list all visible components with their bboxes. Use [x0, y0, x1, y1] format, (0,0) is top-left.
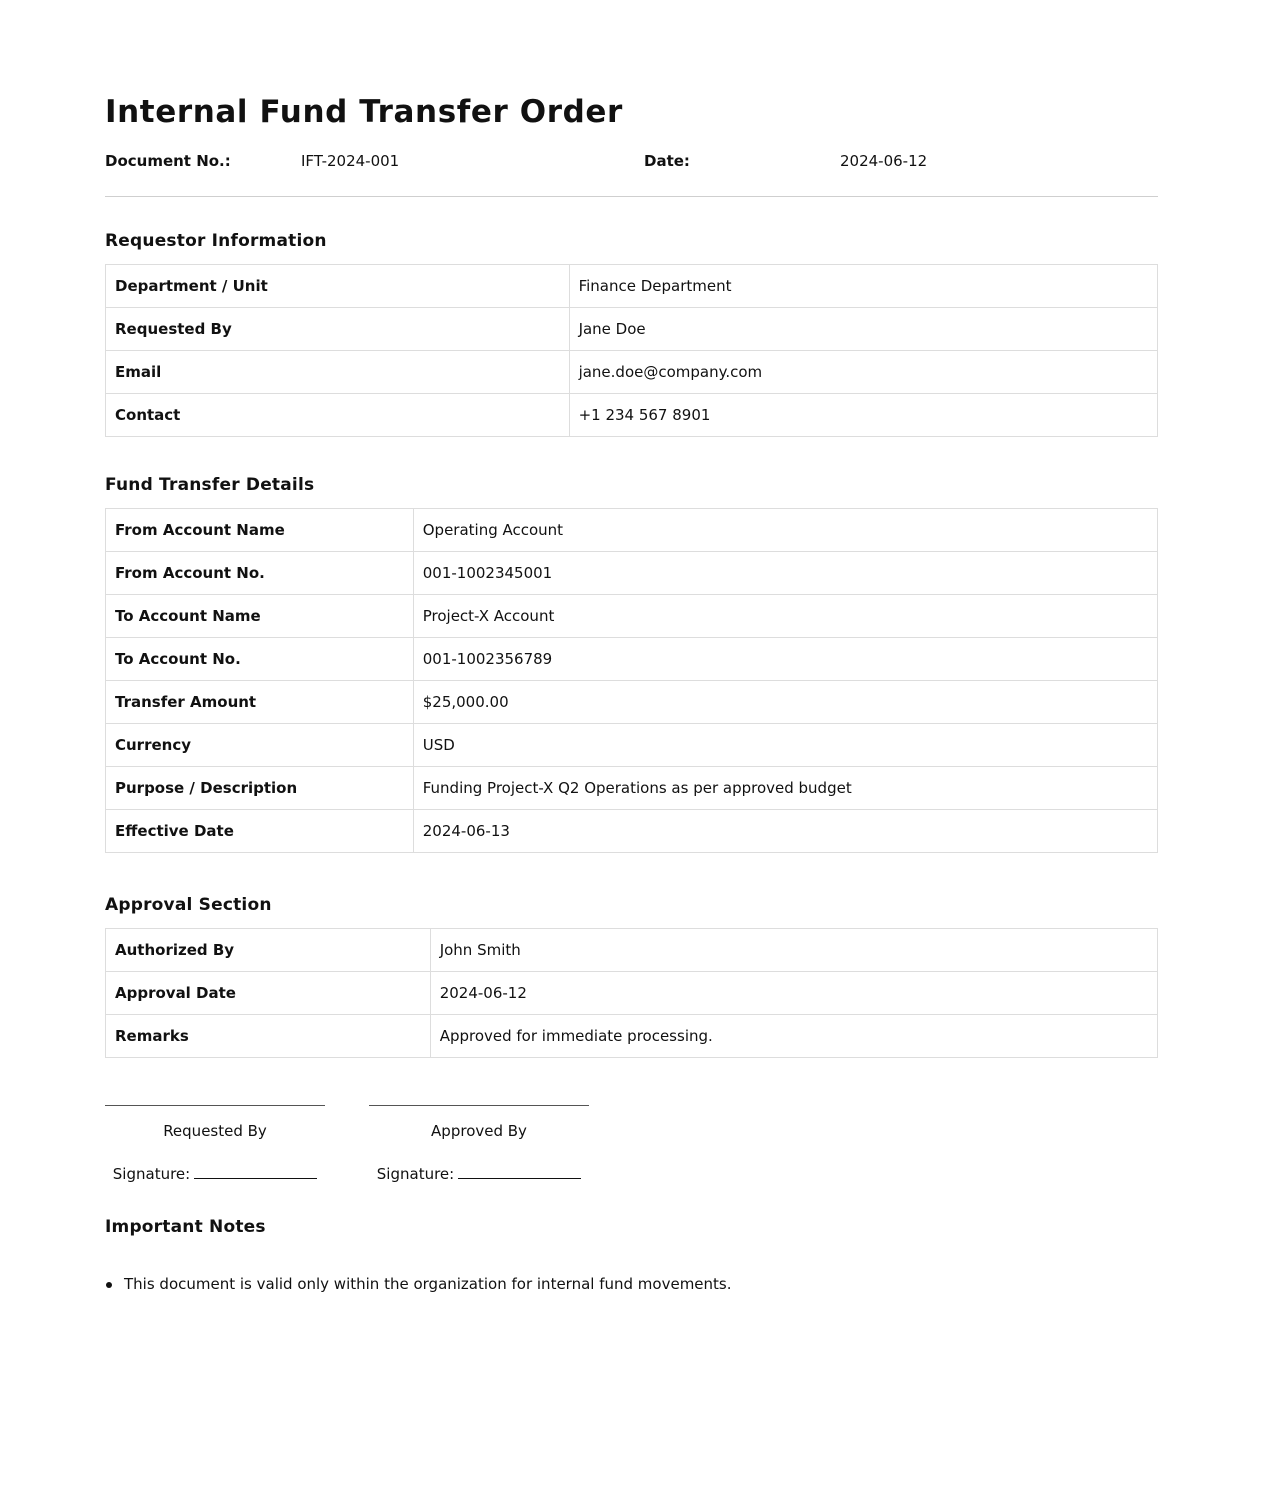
approved-by-label: Approved By — [431, 1122, 527, 1140]
table-row — [106, 351, 1158, 394]
row-value: Funding Project-X Q2 Operations as per approved budget — [413, 767, 1157, 810]
requestor-section-title: Requestor Information — [105, 231, 327, 251]
table-row — [106, 724, 1158, 767]
notes-section-title: Important Notes — [105, 1217, 266, 1237]
row-value: Project-X Account — [413, 595, 1157, 638]
table-row — [106, 552, 1158, 595]
row-value: USD — [413, 724, 1157, 767]
table-row — [106, 394, 1158, 437]
row-label: Contact — [106, 394, 570, 437]
row-value: Operating Account — [413, 509, 1157, 552]
row-label: To Account Name — [106, 595, 414, 638]
table-row — [106, 509, 1158, 552]
transfer-section-title: Fund Transfer Details — [105, 475, 315, 495]
table-row — [106, 810, 1158, 853]
approval-section-title: Approval Section — [105, 895, 272, 915]
notes-list — [105, 1275, 732, 1293]
table-row — [106, 265, 1158, 308]
row-value: $25,000.00 — [413, 681, 1157, 724]
document-number-value: IFT-2024-001 — [301, 152, 400, 170]
row-value: 001-1002345001 — [413, 552, 1157, 595]
signature-blank — [194, 1164, 317, 1179]
header-divider — [105, 196, 1158, 197]
row-value: Jane Doe — [569, 308, 1157, 351]
approval-table — [105, 928, 1158, 1058]
transfer-table — [105, 508, 1158, 853]
row-label: Requested By — [106, 308, 570, 351]
row-value: Finance Department — [569, 265, 1157, 308]
signature-label: Signature: — [376, 1165, 455, 1183]
list-item — [105, 1275, 732, 1293]
row-label: Department / Unit — [106, 265, 570, 308]
signature-blank — [458, 1164, 581, 1179]
row-value: Approved for immediate processing. — [430, 1015, 1157, 1058]
signature-field — [105, 1164, 325, 1183]
row-label: Authorized By — [106, 929, 431, 972]
document-meta — [105, 152, 1158, 174]
table-row — [106, 767, 1158, 810]
date-value: 2024-06-12 — [840, 152, 928, 170]
row-value: +1 234 567 8901 — [569, 394, 1157, 437]
table-row — [106, 595, 1158, 638]
signature-label: Signature: — [112, 1165, 191, 1183]
row-value: John Smith — [430, 929, 1157, 972]
signature-line — [105, 1105, 325, 1106]
signature-line — [369, 1105, 589, 1106]
document-number-label: Document No.: — [105, 152, 231, 170]
table-row — [106, 681, 1158, 724]
row-label: From Account Name — [106, 509, 414, 552]
row-label: To Account No. — [106, 638, 414, 681]
row-value: 2024-06-12 — [430, 972, 1157, 1015]
row-label: From Account No. — [106, 552, 414, 595]
table-row — [106, 308, 1158, 351]
date-label: Date: — [644, 152, 690, 170]
row-label: Currency — [106, 724, 414, 767]
row-label: Remarks — [106, 1015, 431, 1058]
table-row — [106, 929, 1158, 972]
row-label: Approval Date — [106, 972, 431, 1015]
document-title: Internal Fund Transfer Order — [105, 94, 623, 130]
requested-by-label: Requested By — [163, 1122, 267, 1140]
row-label: Effective Date — [106, 810, 414, 853]
row-label: Email — [106, 351, 570, 394]
table-row — [106, 1015, 1158, 1058]
table-row — [106, 638, 1158, 681]
row-value: 2024-06-13 — [413, 810, 1157, 853]
signature-field — [369, 1164, 589, 1183]
requestor-table — [105, 264, 1158, 437]
row-value: jane.doe@company.com — [569, 351, 1157, 394]
row-label: Purpose / Description — [106, 767, 414, 810]
table-row — [106, 972, 1158, 1015]
row-label: Transfer Amount — [106, 681, 414, 724]
note-text: This document is valid only within the organization for internal fund movements. — [124, 1275, 732, 1293]
bullet-icon — [106, 1282, 112, 1288]
row-value: 001-1002356789 — [413, 638, 1157, 681]
